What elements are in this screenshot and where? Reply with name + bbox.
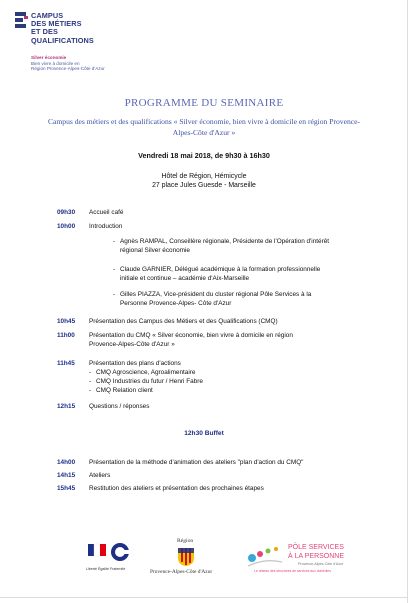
event-date: Vendredi 18 mai 2018, de 9h30 à 16h30 [138, 151, 270, 160]
brand-line: CAMPUS [31, 11, 64, 20]
agenda-label: Restitution des ateliers et présentation des prochaines étapes [89, 485, 264, 492]
pole-services-logo [246, 540, 378, 584]
agenda-label: Ateliers [89, 472, 111, 479]
speaker-text: Claude GARNIER, Délégué académique à la formation professionnelle [120, 266, 321, 273]
brand-sub-line: Bien vivre à domicile en [31, 60, 80, 66]
region-word: Région [177, 538, 194, 544]
pole-line3: Provence-Alpes-Côte d'Azur [298, 562, 344, 566]
dash-bullet: - [113, 266, 116, 273]
event-venue [0, 172, 408, 191]
dash-bullet: - [113, 291, 116, 298]
agenda-label: Provence-Alpes-Côte d'Azur » [89, 341, 175, 349]
speaker-text: initiale et continue – académie d'Aix-Marseille [120, 275, 250, 283]
agenda-time: 12h15 [57, 403, 76, 410]
agenda-label: Accueil café [89, 209, 124, 216]
dash-bullet: - [89, 378, 92, 385]
ministry-logo [86, 540, 136, 574]
agenda-label: Introduction [89, 223, 123, 230]
pole-tagline: Le réseau des structures de services aux domiciles [254, 569, 331, 573]
brand-line: DES MÉTIERS [31, 19, 82, 29]
page-edge-bottom [0, 597, 408, 598]
plan-text: CMQ Relation client [96, 387, 153, 394]
buffet-break: 12h30 Buffet [184, 430, 224, 437]
region-shield-icon [177, 547, 195, 567]
campus-brand [31, 12, 94, 45]
brand-line: ET DES [31, 27, 58, 37]
region-logo [150, 538, 230, 582]
agenda-label: Présentation des plans d'actions [89, 360, 181, 367]
agenda-time: 09h30 [57, 209, 76, 216]
dash-bullet: - [89, 387, 92, 394]
agenda-time: 11h00 [57, 332, 75, 339]
agenda-time: 15h45 [57, 485, 76, 492]
speaker-text: régional Silver économie [120, 247, 190, 255]
plan-text: CMQ Industries du futur / Henri Fabre [96, 378, 203, 385]
campus-subtitle [31, 55, 105, 72]
brand-sub-line: Silver économie [31, 55, 67, 60]
dash-bullet: - [113, 238, 116, 245]
agenda-time: 10h00 [57, 223, 76, 230]
region-name: Provence-Alpes-Côte d'Azur [150, 569, 213, 575]
marianne-icon [86, 540, 136, 566]
agenda-label: Questions / réponses [89, 403, 150, 410]
speaker-text: Agnès RAMPAL, Conseillère régionale, Présidente de l'Opération d'intérêt [120, 238, 330, 245]
agenda-time: 14h00 [57, 459, 76, 466]
agenda-label: Présentation de la méthode d'animation des ateliers "plan d'action du CMQ" [89, 459, 304, 466]
agenda-time: 11h45 [57, 360, 75, 367]
ministry-motto: Liberté Égalité Fraternité [86, 567, 126, 571]
agenda-time: 10h45 [57, 318, 76, 325]
agenda-label: Présentation des Campus des Métiers et des Qualifications (CMQ) [89, 318, 278, 325]
venue-line: 27 place Jules Guesde - Marseille [152, 182, 256, 190]
pole-figures-icon [246, 546, 284, 568]
brand-sub-line: Région Provence-Alpes-Côte d'Azur [31, 66, 105, 72]
agenda-label: Présentation du CMQ « Silver économie, bien vivre à domicile en région [89, 332, 293, 339]
speaker-text: Gilles PIAZZA, Vice-président du cluster régional Pôle Services à la [120, 291, 312, 298]
venue-line: Hôtel de Région, Hémicycle [161, 173, 247, 180]
agenda-time: 14h15 [57, 472, 76, 479]
brand-line: QUALIFICATIONS [31, 35, 94, 45]
dash-bullet: - [89, 369, 92, 376]
page-title: PROGRAMME DU SEMINAIRE [124, 97, 284, 109]
pole-line2: À LA PERSONNE [288, 553, 345, 560]
plan-text: CMQ Agroscience, Agroalimentaire [96, 369, 196, 376]
page-edge-right [407, 0, 408, 603]
campus-logo-icon [15, 12, 29, 29]
pole-line1: PÔLE SERVICES [288, 544, 344, 551]
speaker-text: Personne Provence-Alpes- Côte d'Azur [120, 300, 232, 308]
page-subtitle: Campus des métiers et des qualifications « Silver économie, bien vivre à domicile en région Provence-Alpes-Côte d'Azur » [47, 117, 361, 137]
